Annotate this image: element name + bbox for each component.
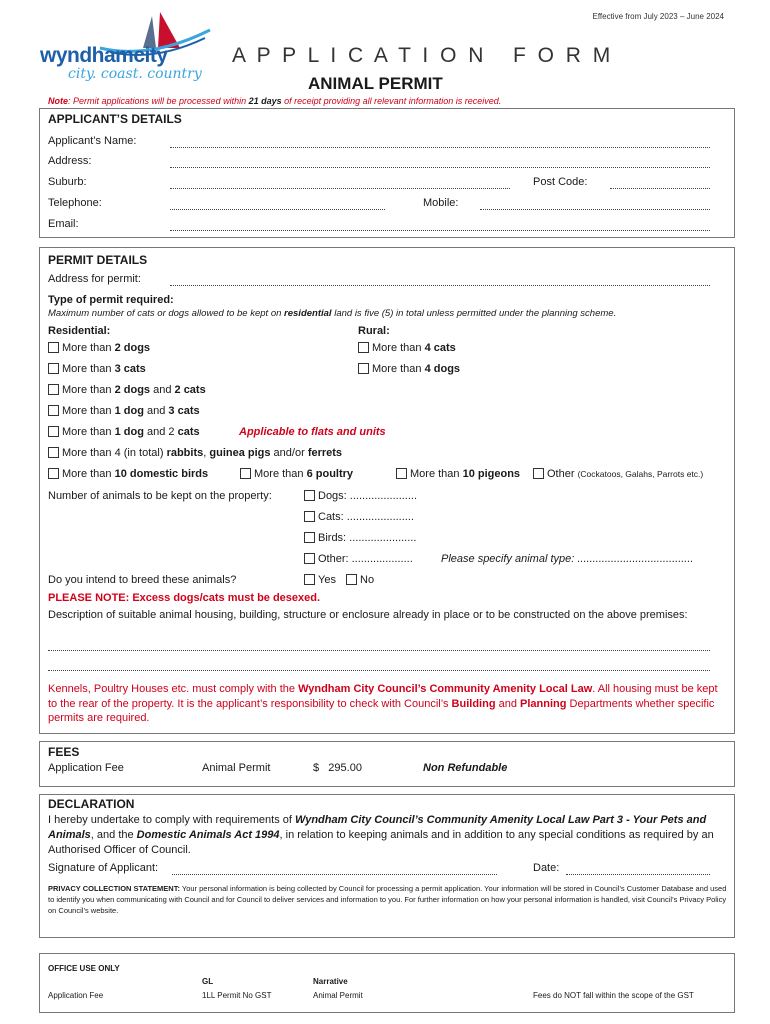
declaration-text [48,813,728,858]
decl-b: Wyndham City Council’s Community Amenity Local Law Part 3 - Your Pets and Animals [48,814,707,841]
note-days: 21 days [248,96,282,106]
decl-d: Domestic Animals Act 1994 [136,829,280,841]
opt-text: and/or [270,447,308,459]
logo-tagline: city. coast. country [68,66,202,82]
mobile-field[interactable] [480,209,710,210]
dogs-count[interactable] [304,490,417,502]
date-label: Date: [533,862,560,874]
kennel-g: Departments whether specific permits are required. [48,697,715,724]
option-2-dogs-2-cats[interactable] [48,384,206,396]
suburb-field[interactable] [170,188,510,189]
checkbox[interactable] [304,553,315,564]
privacy-statement [48,883,728,916]
permit-address-field[interactable] [170,285,710,286]
specify-type[interactable]: Please specify animal type: ...................................... [441,553,694,565]
birds-text: Birds: ...................... [318,532,417,544]
cats-text: Cats: ...................... [318,511,414,523]
opt-bold: 1 dog [114,405,144,417]
checkbox[interactable] [240,468,251,479]
fee-permit: Animal Permit [202,762,271,774]
num-animals-label: Number of animals to be kept on the property: [48,490,272,502]
option-2-dogs[interactable] [48,342,150,354]
office-gl-header: GL [202,977,214,986]
checkbox[interactable] [304,511,315,522]
rural-option-4-dogs[interactable] [358,363,460,375]
opt-text: More than [62,468,115,480]
option-3-cats[interactable] [48,363,146,375]
suburb-label: Suburb: [48,176,87,188]
fees-section [39,741,735,787]
kennel-b: Wyndham City Council’s Community Amenity Local Law [298,683,593,695]
signature-field[interactable] [172,874,497,875]
kennel-e: and [495,697,521,710]
opt-small: (Cockatoos, Galahs, Parrots etc.) [577,469,704,479]
option-1-dog-3-cats[interactable] [48,405,200,417]
residential-label: Residential: [48,325,111,337]
rural-option-4-cats[interactable] [358,342,456,354]
opt-text: and 2 [143,426,178,438]
checkbox[interactable] [304,532,315,543]
other-count[interactable] [304,553,413,565]
address-label: Address: [48,155,92,167]
type-label: Type of permit required: [48,294,174,306]
desexed-note: PLEASE NOTE: Excess dogs/cats must be desexed. [48,592,321,604]
office-narrative-value: Animal Permit [313,991,363,1000]
opt-bold: 4 dogs [424,363,461,375]
kennel-note [48,682,728,726]
address-field[interactable] [170,167,710,168]
decl-a: I hereby undertake to comply with requirements of [48,814,296,826]
checkbox[interactable] [48,405,59,416]
opt-text: More than [372,342,425,354]
rural-label: Rural: [358,325,390,337]
opt-bold: 6 poultry [306,468,354,480]
housing-field-1[interactable] [48,650,710,651]
opt-text: More than [62,426,115,438]
office-narrative-header: Narrative [313,977,348,986]
option-other-birds[interactable] [533,468,703,480]
opt-bold: 2 dogs [114,384,151,396]
kennel-f: Planning [520,697,567,710]
breed-no[interactable] [346,574,374,586]
opt-text: and [150,384,175,396]
opt-bold: 4 cats [424,342,456,354]
opt-bold: 1 dog [114,426,144,438]
opt-text: and [143,405,169,417]
date-field[interactable] [566,874,710,875]
checkbox[interactable] [346,574,357,585]
option-domestic-birds[interactable] [48,468,208,480]
opt-bold: 10 pigeons [462,468,521,480]
opt-bold: guinea pigs [209,447,271,459]
permit-title: PERMIT DETAILS [48,253,148,267]
checkbox[interactable] [533,468,544,479]
opt-text: More than [62,405,115,417]
office-gl-value: 1LL Permit No GST [202,991,272,1000]
housing-description: Description of suitable animal housing, building, structure or enclosure already in place or to be constructed on the above premises: [48,609,688,621]
breed-yes[interactable] [304,574,336,586]
decl-c: , and the [90,829,137,841]
opt-bold: 2 cats [174,384,206,396]
note-text-a: : Permit applications will be processed within [68,96,249,106]
opt-text: More than 4 (in total) [62,447,167,459]
logo-main-text: wyndhamcity [40,44,168,67]
mobile-label: Mobile: [423,197,459,209]
kennel-a: Kennels, Poultry Houses etc. must comply with the [48,683,299,695]
checkbox[interactable] [48,447,59,458]
privacy-text: Your personal information is being collected by Council for processing a permit application. Your information will be stored in Council’s Customer Database and used to identify you when communicating with Council and for Council to deliver services and information to you. For further information on how your personal information is handled, visit Council’s Privacy Policy on Council’s website. [48,884,727,915]
office-section [39,953,735,1013]
signature-label: Signature of Applicant: [48,862,159,874]
decl-e: , in relation to keeping animals and in addition to any special conditions as required by an Authorised Officer of Council. [48,829,714,856]
max-b: residential [284,308,332,319]
option-1-dog-2-cats[interactable] [48,426,200,438]
name-field[interactable] [170,147,710,148]
applicant-section [39,108,735,238]
privacy-label: PRIVACY COLLECTION STATEMENT: [48,884,180,893]
wyndham-logo [40,8,215,86]
opt-bold: 3 cats [114,363,146,375]
opt-bold: rabbits [166,447,204,459]
opt-text: More than [62,342,115,354]
opt-bold: 10 domestic birds [114,468,209,480]
note-line [48,96,501,106]
opt-text: More than [62,363,115,375]
office-gst-note: Fees do NOT fall within the scope of the GST [533,991,694,1000]
name-label: Applicant’s Name: [48,135,137,147]
effective-date: Effective from July 2023 – June 2024 [592,12,724,21]
opt-text: More than [410,468,463,480]
note-text-b: of receipt providing all relevant information is received. [281,96,502,106]
cats-count[interactable] [304,511,414,523]
email-field[interactable] [170,230,710,231]
housing-field-2[interactable] [48,670,710,671]
no-text: No [360,574,375,586]
email-label: Email: [48,218,79,230]
birds-count[interactable] [304,532,416,544]
opt-bold: cats [177,426,200,438]
other-text: Other: .................... [318,553,413,565]
yes-text: Yes [318,574,336,586]
opt-text: More than [372,363,425,375]
opt-text: Other [547,468,578,480]
max-animals-note [48,308,616,319]
opt-bold: 3 cats [168,405,200,417]
fees-title: FEES [48,745,80,759]
max-c: land is five (5) in total unless permitted under the planning scheme. [331,308,617,319]
max-a: Maximum number of cats or dogs allowed to be kept on [48,308,285,319]
form-title: ANIMAL PERMIT [308,74,443,93]
form-heading: A P P L I C A T I O N F O R M [232,44,614,67]
postcode-label: Post Code: [533,176,588,188]
opt-text: More than [62,384,115,396]
opt-text: More than [254,468,307,480]
dogs-text: Dogs: ...................... [318,490,418,502]
telephone-field[interactable] [170,209,385,210]
breed-question: Do you intend to breed these animals? [48,574,237,586]
office-title: OFFICE USE ONLY [48,964,120,973]
flats-units-note: Applicable to flats and units [239,426,386,438]
kennel-c: . All housing must be kept to the rear of the property. It is the applicant’s responsibility to check with Council’s [48,683,718,710]
permit-address-label: Address for permit: [48,273,141,285]
checkbox[interactable] [48,426,59,437]
fee-type: Application Fee [48,762,124,774]
checkbox[interactable] [48,468,59,479]
opt-text: , [203,447,210,459]
option-pigeons[interactable] [396,468,520,480]
option-poultry[interactable] [240,468,353,480]
checkbox[interactable] [48,342,59,353]
postcode-field[interactable] [610,188,710,189]
checkbox[interactable] [396,468,407,479]
fee-amount: $ 295.00 [313,762,362,774]
telephone-label: Telephone: [48,197,102,209]
fee-refund: Non Refundable [423,762,508,774]
note-label: Note [48,96,68,106]
opt-bold: 2 dogs [114,342,151,354]
opt-bold: ferrets [307,447,343,459]
office-fee: Application Fee [48,991,104,1000]
option-small-animals[interactable] [48,447,342,459]
checkbox[interactable] [48,363,59,374]
declaration-title: DECLARATION [48,797,135,811]
kennel-d: Building [451,697,496,710]
checkbox[interactable] [304,574,315,585]
checkbox[interactable] [304,490,315,501]
checkbox[interactable] [358,363,369,374]
applicant-title: APPLICANT’S DETAILS [48,112,182,126]
checkbox[interactable] [358,342,369,353]
checkbox[interactable] [48,384,59,395]
